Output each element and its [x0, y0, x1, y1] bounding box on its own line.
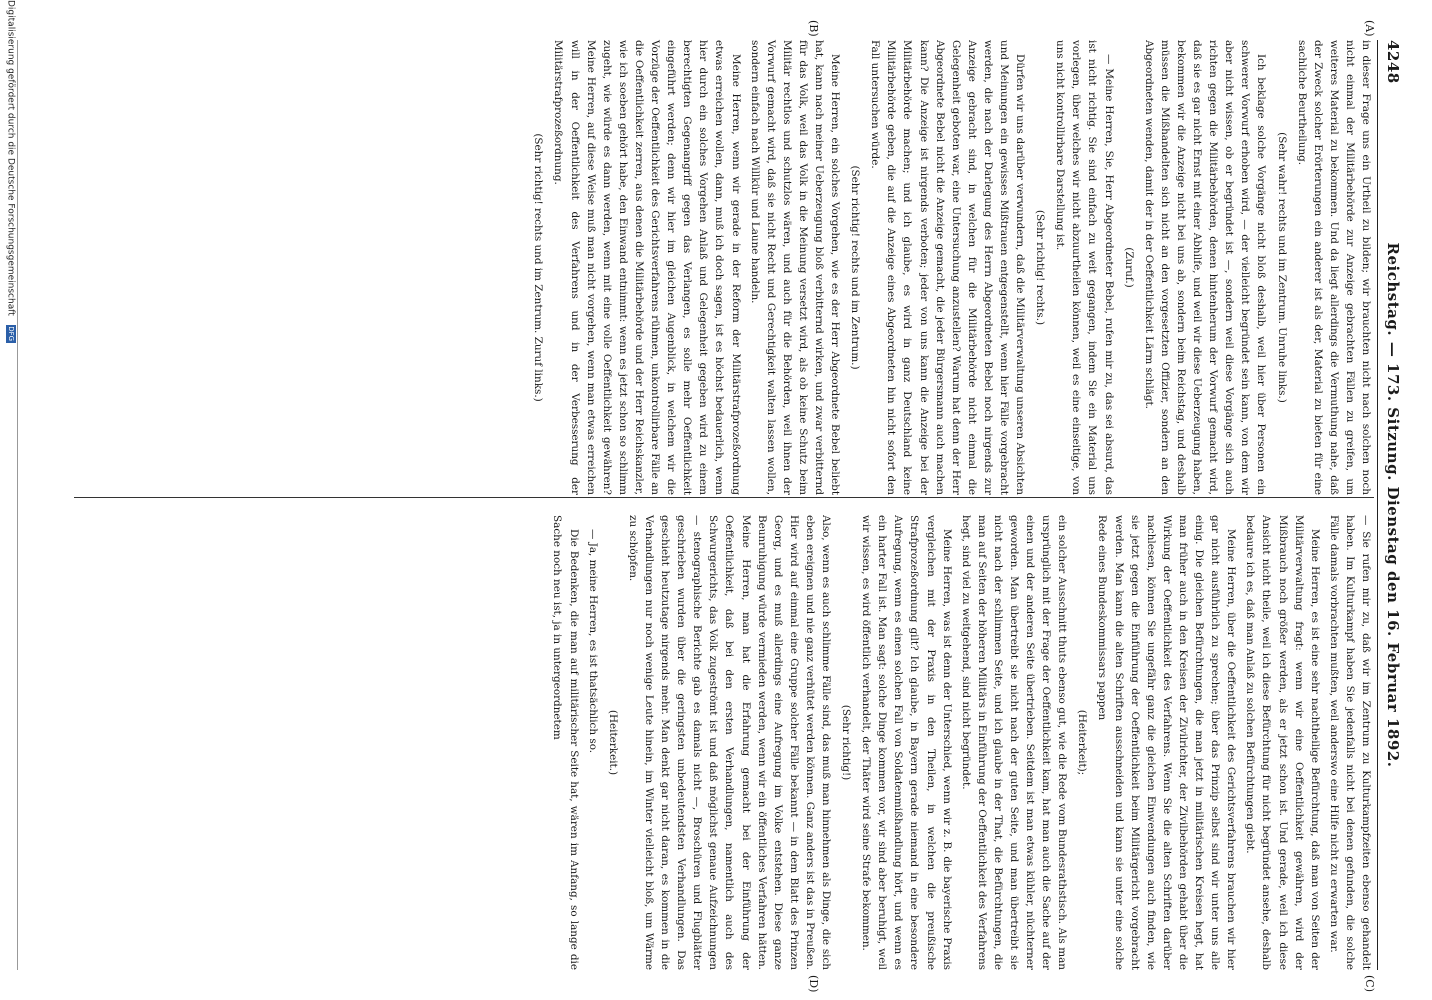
- paragraph: Meine Herren, wenn wir gerade in der Reform der Militärstrafprozeßordnung etwas erreichen wollen, dann, muß ich doch sagen, ist es höchst bedauerlich, wenn hier durch ein solches Vorgehen Anlaß und Gelegenheit gegeben wird zu einem berechtigten Gegenangriff gegen das Verlangen, es solle mehr Oeffentlichkeit eingeführt werden; denn wir hier im gleichen Augenblick, in welchem wir die Vorzüge der Oeffentlichkeit des Gerichtsverfahrens rühmen, unkontrollirbare Fälle an die Oeffentlichkeit zerren, aus denen die Militärbehörde und der Herr Reichskanzler, wie ich soeben gehört habe, den Einwand entnimmt: wenn es jetzt schon so schlimm zugeht, wie würde es dann werden, wenn mit eine volle Oeffentlichkeit gewähren? Meine Herren, auf diese Weise muß man nicht vorgehen, wenn man etwas erreichen will in der Oeffentlichkeit des Verfahrens und in der Verbesserung der Militärstrafprozeßordnung.: [552, 40, 742, 495]
- margin-marker-c: (C): [1363, 975, 1376, 992]
- paragraph: in dieser Frage uns ein Urtheil zu bilden; wir brauchten nicht nach solchen noch nicht einmal der Militärbehörde zur Anzeige gebrachten Fällen zu greifen, um weiteres Material zu bekommen. Und da liegt allerdings die Vermuthung nahe, daß der Zweck solcher Erörterungen ein anderer ist als der, Material zu bieten für eine sachliche Beurtheilung.: [1295, 40, 1372, 495]
- paragraph: Die Bedenken, die man auf militärischer Seite hat, wären im Anfang, so lange die Sache noch neu ist, ja in untergeordnetem: [551, 515, 580, 970]
- paragraph: — Ja, meine Herren, es ist thatsächlich so.: [586, 529, 599, 754]
- interjection: (Sehr richtig! rechts und im Zentrum. Zuruf links.): [532, 133, 545, 402]
- page-header: [1377, 40, 1408, 970]
- page-number: 4248: [1384, 40, 1402, 84]
- credit-text: Digitalisierung gefördert durch die Deutsche Forschungsgemeinschaft: [5, 0, 16, 316]
- margin-marker-b: (B): [807, 20, 820, 37]
- interjection: (Heiterkeit);: [1076, 709, 1089, 776]
- paragraph: Also, wenn es auch schlimme Fälle sind, das muß man hinnehmen als Dinge, die sich eben ereignen und nie ganz verhütet werden können. Ganz anders ist das in Preußen. Hier wird auf einmal eine Gruppe solcher Fälle bekannt — in dem Blatt des Prinzen Georg, und es muß allerdings eine Aufregung im Volke entstehen. Diese ganze Beunruhigung würde vermieden werden, wenn wir ein öffentliches Verfahren hätten. Meine Herren, man hat die Erfahrung gemacht bei der Einführung der Oeffentlichkeit, daß bei den ersten Verhandlungen, namentlich auch des Schwurgerichts, das Volk zugeströmt ist und daß möglichst genaue Aufzeichnungen — stenographische Berichte gab es damals nicht —, Broschüren und Flugblätter geschrieben wurden über die geringsten unbedeutendsten Verhandlungen. Das geschieht heutzutage nirgends mehr. Man denkt gar nicht daran, es kommen in die Verhandlungen nur noch wenige Leute hinein, im Winter vielleicht bloß, um Wärme zu schöpfen.: [626, 515, 832, 970]
- interjection: (Zuruf.): [1122, 247, 1135, 288]
- paragraph: Meine Herren, was ist denn der Unterschied, wenn wir z. B. die bayerische Praxis vergleichen mit der Praxis in den Theilen, in welchen die preußische Strafprozeßordnung gilt? Ich glaube, in Bayern gerade niemand in eine besondere Aufregung, wenn es einen solchen Fall von Soldatenmißhandlung hört, und wenn es ein harter Fall ist. Man sagt: solche Dinge kommen vor, wir sind aber beruhigt, weil wir wissen, es wird öffentlich verhandelt, der Thäter wird seine Strafe bekommen.: [860, 515, 953, 970]
- margin-marker-d: (D): [807, 975, 820, 993]
- paragraph: Meine Herren, ein solches Vorgehen, wie es der Herr Abgeordnete Bebel beliebt hat, kann nach meiner Ueberzeugung bloß verbitternd wirken, und zwar verbitternd für das Volk, weil das Volk in die Meinung versetzt wird, als ob keine Schutz beim Militär rechtlos und schutzlos wären, und auch für die Behörden, weil ihnen der Vorwurf gemacht wird, daß sie nicht Recht und Gerechtigkeit walten lassen wollen, sondern einfach nach Willkür und Laune handeln.: [748, 40, 842, 495]
- footer-rule: [17, 40, 18, 970]
- interjection: (Sehr wahr! rechts und im Zentrum. Unruhe links.): [1275, 132, 1288, 403]
- interjection: (Sehr richtig! rechts.): [1034, 209, 1047, 326]
- paragraph: Ich beklage solche Vorgänge nicht bloß deshalb, weil hier über Personen ein schwerer Vorwurf erhoben wird, — der vielleicht begründet sein kann, von dem wir aber nicht wissen, ob er begründet ist —, sondern weil diese Vorgänge sich auch richten gegen die Militärbehörden, denen hintenherum der Vorwurf gemacht wird, daß sie es gar nicht Ernst mit einer Abhilfe, und weil wir diese Ueberzeugung haben, bekommen wir die Anzeige nicht bei uns ab, sondern beim Reichstag, und deshalb müssen die Mißhandelten sich nicht an den vorgesetzten Offizier, sondern an den Abgeordneten wenden, damit der in der Oeffentlichkeit Lärm schlägt.: [1142, 40, 1268, 495]
- paragraph: Meine Herren, über die Oeffentlichkeit des Gerichtsverfahrens brauchen wir hier gar nicht ausführlich zu sprechen; über das Prinzip selbst sind wir unter uns alle einig. Die gleichen Befürchtungen, die man jetzt in militärischen Kreisen hegt, hat man früher auch in den Kreisen der Zivilrichter, der Zivilbehörden gehabt über die Wirkung der Oeffentlichkeit des Verfahrens. Wenn Sie die alten Schriften darüber nachlesen, können Sie ungefähr ganz die gleichen Einwendungen auch finden, wie sie jetzt gegen die Einführung der Oeffentlichkeit beim Militärgericht vorgebracht werden. Man kann die alten Schriften ausschneiden und kann sie unter eine solche Rede eines Bundeskommissars pappen: [1096, 515, 1238, 970]
- column-divider: [74, 497, 1374, 498]
- margin-marker-a: (A): [1363, 20, 1376, 37]
- left-column: [24, 40, 1374, 495]
- interjection: (Sehr richtig!): [840, 704, 853, 781]
- interjection: (Sehr richtig! rechts und im Zentrum.): [849, 165, 862, 370]
- paragraph: Dürfen wir uns darüber verwundern, daß die Militärverwaltung unseren Absichten und Meinungen ein gewisses Mißtrauen entgegenstellt, wenn hier Fälle vorgebracht werden, die nach der Darlegung des Herrn Abgeordneten Bebel noch nirgends zur Anzeige gebracht sind, in welchen für die Militärbehörde nicht einmal die Gelegenheit geboten war, eine Untersuchung anzustellen? Warum hat denn der Herr Abgeordnete Bebel nicht die Anzeige gemacht, die jeder Bürgersmann auch machen kann? Die Anzeige ist nirgends verboten; jeder von uns kann die Anzeige bei der Militärbehörde machen; und ich glaube, es wird in ganz Deutschland keine Militärbehörde geben, die auf die Anzeige eines Abgeordneten hin nicht sofort den Fall untersuchen würde.: [869, 40, 1027, 495]
- digitization-credit: [2, 0, 16, 1000]
- paragraph: — Meine Herren, Sie, Herr Abgeordneter Bebel, rufen mir zu, das sei absurd, das ist nicht richtig. Sie sind einfach zu weit gegangen, indem Sie ein Material uns vorlegen, über welches wir nicht abzuurtheilen können, weil es eine einseitige, von uns nicht kontrollirbare Darstellung ist.: [1054, 40, 1115, 495]
- paragraph: Meine Herren, es ist eine sehr nachtheilige Befürchtung, daß man von Seiten der Militärverwaltung fragt: wenn wir eine Oeffentlichkeit gewähren, wird der Mißbrauch noch größer werden, als er jetzt schon ist. Und gerade, weil ich diese Ansicht nicht theile, weil ich diese Befürchtung für nicht begründet ansehe, deshalb bedaure ich es, daß man Anlaß zu solchen Befürchtungen giebt.: [1244, 515, 1321, 970]
- right-column: [24, 515, 1374, 970]
- paragraph: ein solcher Ausschnitt thuts ebenso gut, wie die Rede vom Bundesrathstisch. Als man ursprünglich mit der Frage der Oeffentlichkeit kam, hat man auch die Sache auf der einen und der anderen Seite übertrieben. Seitdem ist man etwas kühler, nüchterner geworden. Man übertreibt sie nicht nach der guten Seite, und man übertreibt sie nicht nach der schlimmen Seite, und ich glaube in der That, die Befürchtungen, die man auf Seiten der höheren Militärs in Einführung der Oeffentlichkeit des Verfahrens hegt, sind viel zu weitgehend, sind nicht begründet.: [959, 515, 1069, 970]
- dfg-logo: DFG: [7, 326, 15, 342]
- page-title: Reichstag. — 173. Sitzung. Dienstag den 16. Februar 1892.: [1384, 242, 1402, 768]
- paragraph: — Sie rufen mir zu, daß wir im Zentrum zu Kulturkampfzeiten ebenso gehandelt haben. Im Kulturkampf haben Sie jedenfalls nicht bei denen gefunden, die solche Fälle damals vorbrachten mußten, weil anderswo eine Hilfe nicht zu erwarten war.: [1327, 515, 1372, 970]
- interjection: (Heiterkeit.): [606, 709, 619, 776]
